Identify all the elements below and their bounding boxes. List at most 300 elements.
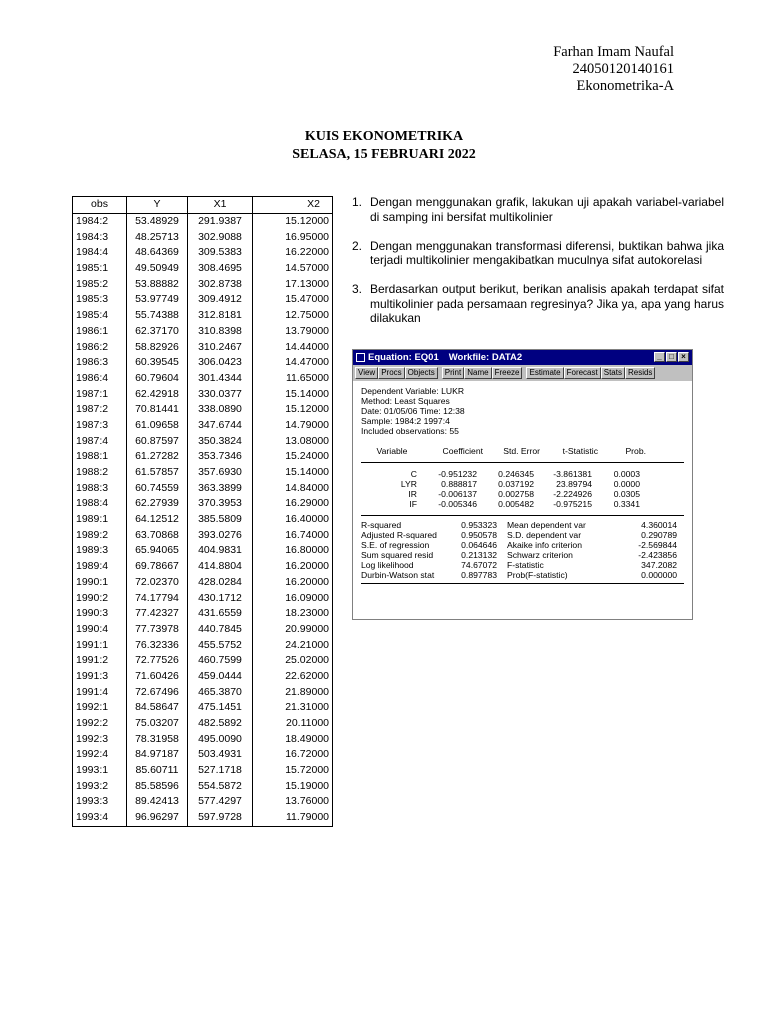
coef-col-variable: Variable [376, 446, 408, 456]
cell-obs: 1987:3 [73, 418, 127, 434]
coef-coefficient: -0.006137 [438, 489, 477, 499]
cell-obs: 1991:4 [73, 684, 127, 700]
cell-obs: 1988:1 [73, 449, 127, 465]
cell-y: 64.12512 [127, 512, 188, 528]
cell-x2: 15.12000 [253, 213, 333, 229]
cell-x2: 22.62000 [253, 669, 333, 685]
cell-x2: 15.47000 [253, 292, 333, 308]
coef-tstat: -3.861381 [553, 469, 592, 479]
table-row [73, 245, 333, 261]
stat-value: 0.290789 [641, 530, 677, 540]
cell-x2: 16.95000 [253, 229, 333, 245]
coef-tstat: -0.975215 [553, 499, 592, 509]
cell-x2: 16.29000 [253, 496, 333, 512]
cell-obs: 1990:4 [73, 622, 127, 638]
cell-obs: 1989:1 [73, 512, 127, 528]
statistics-row [361, 560, 684, 570]
cell-obs: 1988:2 [73, 465, 127, 481]
table-row [73, 496, 333, 512]
cell-x1: 302.9088 [188, 229, 253, 245]
coefficient-row [361, 489, 684, 499]
cell-x1: 465.3870 [188, 684, 253, 700]
stat-label: Log likelihood [361, 560, 414, 570]
table-row [73, 669, 333, 685]
table-row [73, 559, 333, 575]
coef-prob: 0.0000 [613, 479, 640, 489]
cell-y: 48.25713 [127, 229, 188, 245]
coef-prob: 0.0305 [613, 489, 640, 499]
coef-tstat: 23.89794 [556, 479, 592, 489]
window-titlebar[interactable] [353, 350, 692, 365]
cell-obs: 1987:4 [73, 433, 127, 449]
cell-y: 71.60426 [127, 669, 188, 685]
col-header-x2: X2 [253, 197, 333, 214]
coef-col-tstat: t-Statistic [562, 446, 598, 456]
table-row [73, 433, 333, 449]
cell-x2: 15.24000 [253, 449, 333, 465]
cell-y: 65.94065 [127, 543, 188, 559]
cell-x1: 527.1718 [188, 763, 253, 779]
cell-y: 74.17794 [127, 590, 188, 606]
coef-variable: IR [408, 489, 417, 499]
col-header-y: Y [127, 197, 188, 214]
question-number: 3. [352, 282, 363, 296]
table-row [73, 229, 333, 245]
cell-obs: 1992:4 [73, 747, 127, 763]
coefficient-rows [361, 469, 684, 509]
table-row [73, 684, 333, 700]
table-row [73, 355, 333, 371]
cell-obs: 1993:1 [73, 763, 127, 779]
cell-x1: 482.5892 [188, 716, 253, 732]
cell-y: 62.27939 [127, 496, 188, 512]
cell-obs: 1986:2 [73, 339, 127, 355]
estimate-button[interactable]: Estimate [526, 367, 563, 379]
table-row [73, 292, 333, 308]
table-row [73, 308, 333, 324]
question-item [352, 239, 724, 268]
output-header-line: Date: 01/05/06 Time: 12:38 [361, 406, 465, 416]
page-title [0, 128, 768, 164]
cell-x1: 428.0284 [188, 575, 253, 591]
resids-button[interactable]: Resids [625, 367, 655, 379]
table-row [73, 716, 333, 732]
cell-x2: 18.23000 [253, 606, 333, 622]
cell-y: 61.09658 [127, 418, 188, 434]
view-button[interactable]: View [355, 367, 378, 379]
stats-button[interactable]: Stats [601, 367, 625, 379]
cell-obs: 1985:1 [73, 261, 127, 277]
cell-x1: 475.1451 [188, 700, 253, 716]
cell-x2: 20.11000 [253, 716, 333, 732]
cell-obs: 1991:2 [73, 653, 127, 669]
cell-y: 60.87597 [127, 433, 188, 449]
table-row [73, 590, 333, 606]
table-header-row [73, 197, 333, 214]
cell-x2: 16.80000 [253, 543, 333, 559]
window-title: Equation: EQ01 [368, 352, 439, 363]
cell-x2: 14.44000 [253, 339, 333, 355]
col-header-x1: X1 [188, 197, 253, 214]
table-row [73, 778, 333, 794]
coef-tstat: -2.224926 [553, 489, 592, 499]
cell-x1: 460.7599 [188, 653, 253, 669]
cell-obs: 1989:3 [73, 543, 127, 559]
cell-x1: 404.9831 [188, 543, 253, 559]
stat-label: Schwarz criterion [507, 550, 573, 560]
cell-x1: 370.3953 [188, 496, 253, 512]
cell-x1: 385.5809 [188, 512, 253, 528]
cell-y: 62.42918 [127, 386, 188, 402]
cell-y: 61.27282 [127, 449, 188, 465]
cell-y: 72.67496 [127, 684, 188, 700]
cell-x1: 597.9728 [188, 810, 253, 826]
cell-y: 77.73978 [127, 622, 188, 638]
cell-obs: 1984:2 [73, 213, 127, 229]
stat-value: -2.569844 [638, 540, 677, 550]
cell-y: 60.74559 [127, 480, 188, 496]
stat-label: Adjusted R-squared [361, 530, 437, 540]
table-row [73, 418, 333, 434]
cell-x1: 554.5872 [188, 778, 253, 794]
cell-x2: 13.79000 [253, 324, 333, 340]
output-header-line: Sample: 1984:2 1997:4 [361, 416, 450, 426]
table-body [73, 213, 333, 826]
question-text: Dengan menggunakan transformasi diferensi, buktikan bahwa jika terjadi multikolinier mengakibatkan muculnya sifat autokorelasi [370, 238, 724, 267]
cell-obs: 1985:3 [73, 292, 127, 308]
cell-x1: 330.0377 [188, 386, 253, 402]
cell-x2: 16.20000 [253, 575, 333, 591]
cell-y: 70.81441 [127, 402, 188, 418]
cell-x1: 393.0276 [188, 527, 253, 543]
cell-x2: 21.31000 [253, 700, 333, 716]
cell-x2: 11.79000 [253, 810, 333, 826]
cell-y: 85.58596 [127, 778, 188, 794]
coefficient-row [361, 469, 684, 479]
cell-y: 84.58647 [127, 700, 188, 716]
author-class: Ekonometrika-A [576, 78, 674, 94]
cell-obs: 1984:4 [73, 245, 127, 261]
stat-label: Sum squared resid [361, 550, 434, 560]
cell-x1: 459.0444 [188, 669, 253, 685]
data-table [72, 196, 333, 827]
cell-y: 53.97749 [127, 292, 188, 308]
cell-y: 60.39545 [127, 355, 188, 371]
cell-y: 77.42327 [127, 606, 188, 622]
table-row [73, 543, 333, 559]
cell-y: 53.88882 [127, 276, 188, 292]
output-header [361, 386, 684, 436]
cell-y: 60.79604 [127, 371, 188, 387]
cell-x1: 353.7346 [188, 449, 253, 465]
cell-obs: 1992:2 [73, 716, 127, 732]
table-row [73, 449, 333, 465]
cell-obs: 1991:1 [73, 637, 127, 653]
cell-x1: 301.4344 [188, 371, 253, 387]
cell-x1: 495.0090 [188, 731, 253, 747]
cell-x1: 309.4912 [188, 292, 253, 308]
regression-output [361, 386, 684, 584]
cell-obs: 1993:4 [73, 810, 127, 826]
table-row [73, 810, 333, 826]
maximize-icon[interactable]: □ [666, 352, 677, 362]
cell-obs: 1990:3 [73, 606, 127, 622]
cell-y: 49.50949 [127, 261, 188, 277]
statistics-row [361, 540, 684, 550]
cell-x2: 15.14000 [253, 386, 333, 402]
cell-x1: 312.8181 [188, 308, 253, 324]
table-row [73, 731, 333, 747]
cell-x2: 21.89000 [253, 684, 333, 700]
statistics-row [361, 530, 684, 540]
cell-x1: 455.5752 [188, 637, 253, 653]
cell-y: 84.97187 [127, 747, 188, 763]
cell-y: 48.64369 [127, 245, 188, 261]
cell-x1: 306.0423 [188, 355, 253, 371]
cell-obs: 1993:3 [73, 794, 127, 810]
cell-x1: 291.9387 [188, 213, 253, 229]
close-icon[interactable]: × [678, 352, 689, 362]
table-row [73, 747, 333, 763]
cell-x1: 577.4297 [188, 794, 253, 810]
table-row [73, 637, 333, 653]
statistics-row [361, 570, 684, 580]
cell-x2: 15.12000 [253, 402, 333, 418]
window-workfile: Workfile: DATA2 [448, 352, 523, 363]
table-row [73, 386, 333, 402]
output-header-line: Dependent Variable: LUKR [361, 386, 465, 396]
cell-y: 63.70868 [127, 527, 188, 543]
cell-obs: 1988:4 [73, 496, 127, 512]
cell-x1: 308.4695 [188, 261, 253, 277]
cell-x2: 14.79000 [253, 418, 333, 434]
coef-coefficient: -0.005346 [438, 499, 477, 509]
cell-y: 76.32336 [127, 637, 188, 653]
stat-value: 4.360014 [641, 520, 677, 530]
question-list [352, 195, 724, 340]
eviews-equation-window[interactable] [352, 349, 693, 620]
output-header-line: Method: Least Squares [361, 396, 450, 406]
minimize-icon[interactable]: _ [654, 352, 665, 362]
coef-col-prob: Prob. [625, 446, 646, 456]
window-controls [654, 352, 689, 362]
table-row [73, 763, 333, 779]
cell-x1: 440.7845 [188, 622, 253, 638]
table-row [73, 575, 333, 591]
cell-x1: 363.3899 [188, 480, 253, 496]
cell-obs: 1985:2 [73, 276, 127, 292]
cell-x2: 15.14000 [253, 465, 333, 481]
cell-obs: 1986:3 [73, 355, 127, 371]
cell-y: 78.31958 [127, 731, 188, 747]
cell-obs: 1990:2 [73, 590, 127, 606]
coef-coefficient: 0.888817 [441, 479, 477, 489]
table-row [73, 700, 333, 716]
cell-x2: 17.13000 [253, 276, 333, 292]
coef-variable: IF [409, 499, 417, 509]
cell-x2: 12.75000 [253, 308, 333, 324]
stat-value: 0.064646 [461, 540, 497, 550]
coef-variable: LYR [400, 479, 417, 489]
cell-x1: 310.2467 [188, 339, 253, 355]
stat-value: -2.423856 [638, 550, 677, 560]
cell-obs: 1991:3 [73, 669, 127, 685]
author-name: Farhan Imam Naufal [553, 44, 674, 60]
cell-x1: 347.6744 [188, 418, 253, 434]
stat-label: S.D. dependent var [507, 530, 582, 540]
cell-x2: 16.74000 [253, 527, 333, 543]
coef-prob: 0.3341 [613, 499, 640, 509]
cell-x2: 16.40000 [253, 512, 333, 528]
coef-col-coefficient: Coefficient [442, 446, 483, 456]
statistics-row [361, 550, 684, 560]
cell-obs: 1987:1 [73, 386, 127, 402]
table-row [73, 276, 333, 292]
stat-label: F-statistic [507, 560, 544, 570]
equation-icon [356, 353, 365, 362]
coef-stderr: 0.005482 [498, 499, 534, 509]
cell-x2: 18.49000 [253, 731, 333, 747]
cell-x1: 430.1712 [188, 590, 253, 606]
cell-x1: 431.6559 [188, 606, 253, 622]
divider [361, 583, 684, 584]
stat-value: 74.67072 [461, 560, 497, 570]
cell-obs: 1989:2 [73, 527, 127, 543]
cell-y: 69.78667 [127, 559, 188, 575]
stat-label: Mean dependent var [507, 520, 586, 530]
cell-y: 61.57857 [127, 465, 188, 481]
table-row [73, 512, 333, 528]
statistics-row [361, 520, 684, 530]
cell-x2: 16.09000 [253, 590, 333, 606]
coef-stderr: 0.037192 [498, 479, 534, 489]
table-row [73, 402, 333, 418]
col-header-obs: obs [73, 197, 127, 214]
stat-value: 0.897783 [461, 570, 497, 580]
cell-x2: 14.47000 [253, 355, 333, 371]
procs-button[interactable]: Procs [378, 367, 404, 379]
cell-x1: 350.3824 [188, 433, 253, 449]
cell-y: 72.77526 [127, 653, 188, 669]
question-text: Dengan menggunakan grafik, lakukan uji apakah variabel-variabel di samping ini bersifat multikolinier [370, 195, 724, 224]
coefficient-row [361, 479, 684, 489]
question-number: 2. [352, 238, 363, 253]
table-row [73, 261, 333, 277]
question-text: Berdasarkan output berikut, berikan analisis apakah terdapat sifat multikolinier pada persamaan regresinya? Jika ya, apa yang harus dilakukan [370, 282, 724, 325]
cell-x1: 310.8398 [188, 324, 253, 340]
cell-x2: 13.76000 [253, 794, 333, 810]
coefficient-header [361, 444, 684, 458]
stat-label: Akaike info criterion [507, 540, 582, 550]
question-item [352, 195, 724, 224]
cell-x2: 11.65000 [253, 371, 333, 387]
print-button[interactable]: Print [442, 367, 464, 379]
statistics-rows [361, 520, 684, 580]
cell-x1: 357.6930 [188, 465, 253, 481]
cell-x2: 15.19000 [253, 778, 333, 794]
table-row [73, 480, 333, 496]
author-block [553, 44, 674, 95]
stat-label: R-squared [361, 520, 402, 530]
cell-x2: 20.99000 [253, 622, 333, 638]
cell-obs: 1988:3 [73, 480, 127, 496]
objects-button[interactable]: Objects [405, 367, 438, 379]
window-toolbar [353, 365, 692, 381]
coef-variable: C [410, 469, 417, 479]
cell-x2: 15.72000 [253, 763, 333, 779]
stat-value: 0.950578 [461, 530, 497, 540]
table-row [73, 606, 333, 622]
cell-x2: 13.08000 [253, 433, 333, 449]
freeze-button[interactable]: Freeze [492, 367, 523, 379]
forecast-button[interactable]: Forecast [564, 367, 601, 379]
coef-col-stderr: Std. Error [503, 446, 540, 456]
table-row [73, 794, 333, 810]
cell-y: 89.42413 [127, 794, 188, 810]
output-header-line: Included observations: 55 [361, 426, 459, 436]
stat-label: S.E. of regression [361, 540, 430, 550]
cell-x1: 414.8804 [188, 559, 253, 575]
cell-obs: 1986:1 [73, 324, 127, 340]
table-row [73, 465, 333, 481]
table-row [73, 339, 333, 355]
cell-obs: 1992:1 [73, 700, 127, 716]
table-row [73, 622, 333, 638]
cell-y: 58.82926 [127, 339, 188, 355]
stat-value: 0.213132 [461, 550, 497, 560]
cell-obs: 1984:3 [73, 229, 127, 245]
table-row [73, 527, 333, 543]
cell-x2: 16.22000 [253, 245, 333, 261]
coef-stderr: 0.246345 [498, 469, 534, 479]
stat-label: Durbin-Watson stat [361, 570, 435, 580]
stat-label: Prob(F-statistic) [507, 570, 568, 580]
cell-obs: 1985:4 [73, 308, 127, 324]
question-item [352, 282, 724, 326]
cell-obs: 1992:3 [73, 731, 127, 747]
cell-x2: 25.02000 [253, 653, 333, 669]
table-row [73, 653, 333, 669]
cell-x1: 503.4931 [188, 747, 253, 763]
cell-x1: 338.0890 [188, 402, 253, 418]
cell-obs: 1993:2 [73, 778, 127, 794]
cell-x2: 16.72000 [253, 747, 333, 763]
cell-y: 55.74388 [127, 308, 188, 324]
title-line-2: SELASA, 15 FEBRUARI 2022 [292, 147, 476, 162]
stat-value: 347.2082 [641, 560, 677, 570]
coef-coefficient: -0.951232 [438, 469, 477, 479]
cell-y: 96.96297 [127, 810, 188, 826]
cell-y: 75.03207 [127, 716, 188, 732]
table-row [73, 371, 333, 387]
table-row [73, 324, 333, 340]
cell-obs: 1989:4 [73, 559, 127, 575]
title-line-1: KUIS EKONOMETRIKA [304, 129, 464, 144]
stat-value: 0.953323 [461, 520, 497, 530]
cell-obs: 1990:1 [73, 575, 127, 591]
divider [361, 515, 684, 516]
author-nim: 24050120140161 [572, 61, 674, 77]
name-button[interactable]: Name [464, 367, 491, 379]
cell-x1: 309.5383 [188, 245, 253, 261]
cell-x2: 24.21000 [253, 637, 333, 653]
cell-x2: 14.57000 [253, 261, 333, 277]
cell-y: 62.37170 [127, 324, 188, 340]
divider [361, 462, 684, 463]
table-row [73, 213, 333, 229]
cell-x1: 302.8738 [188, 276, 253, 292]
cell-x2: 14.84000 [253, 480, 333, 496]
